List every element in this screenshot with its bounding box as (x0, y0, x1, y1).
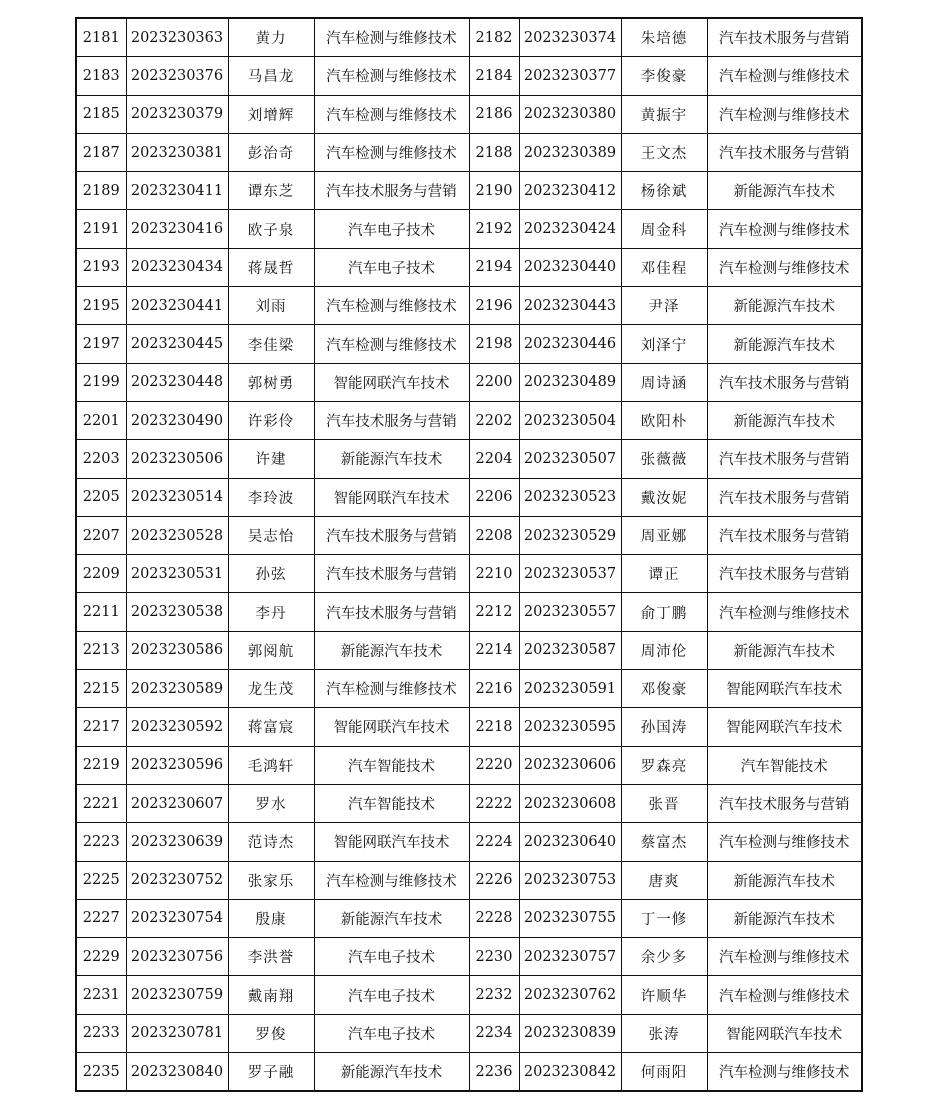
student-id-cell: 2023230448 (126, 363, 228, 401)
major-cell: 汽车技术服务与营销 (707, 555, 862, 593)
seq-number-cell: 2207 (76, 516, 126, 554)
seq-number-cell: 2209 (76, 555, 126, 593)
student-name-cell: 李俊豪 (621, 57, 707, 95)
student-name-cell: 孙弦 (228, 555, 314, 593)
table-row (76, 593, 862, 631)
seq-number-cell: 2233 (76, 1014, 126, 1052)
seq-number-cell: 2228 (469, 899, 519, 937)
major-cell: 汽车技术服务与营销 (707, 516, 862, 554)
student-id-cell: 2023230441 (126, 287, 228, 325)
seq-number-cell: 2183 (76, 57, 126, 95)
student-name-cell: 戴南翔 (228, 976, 314, 1014)
student-name-cell: 唐爽 (621, 861, 707, 899)
major-cell: 汽车检测与维修技术 (707, 1053, 862, 1092)
table-row (76, 976, 862, 1014)
student-name-cell: 吴志怡 (228, 516, 314, 554)
student-name-cell: 周亚娜 (621, 516, 707, 554)
major-cell: 汽车技术服务与营销 (314, 401, 469, 439)
table-row (76, 899, 862, 937)
seq-number-cell: 2181 (76, 18, 126, 57)
major-cell: 新能源汽车技术 (707, 325, 862, 363)
major-cell: 汽车检测与维修技术 (314, 95, 469, 133)
seq-number-cell: 2234 (469, 1014, 519, 1052)
major-cell: 智能网联汽车技术 (314, 363, 469, 401)
major-cell: 汽车检测与维修技术 (314, 861, 469, 899)
table-row (76, 95, 862, 133)
major-cell: 汽车检测与维修技术 (707, 823, 862, 861)
student-id-cell: 2023230842 (519, 1053, 621, 1092)
table-row (76, 1053, 862, 1092)
student-name-cell: 谭东芝 (228, 172, 314, 210)
student-name-cell: 王文杰 (621, 133, 707, 171)
major-cell: 智能网联汽车技术 (314, 478, 469, 516)
student-id-cell: 2023230537 (519, 555, 621, 593)
major-cell: 汽车检测与维修技术 (314, 57, 469, 95)
major-cell: 汽车检测与维修技术 (707, 976, 862, 1014)
major-cell: 新能源汽车技术 (314, 899, 469, 937)
student-id-cell: 2023230754 (126, 899, 228, 937)
major-cell: 汽车检测与维修技术 (314, 133, 469, 171)
student-id-cell: 2023230592 (126, 708, 228, 746)
table-row (76, 823, 862, 861)
student-name-cell: 尹泽 (621, 287, 707, 325)
student-name-cell: 郭阅航 (228, 631, 314, 669)
major-cell: 汽车电子技术 (314, 248, 469, 286)
seq-number-cell: 2210 (469, 555, 519, 593)
major-cell: 汽车检测与维修技术 (707, 248, 862, 286)
seq-number-cell: 2191 (76, 210, 126, 248)
seq-number-cell: 2213 (76, 631, 126, 669)
seq-number-cell: 2195 (76, 287, 126, 325)
roster-body (76, 18, 862, 1091)
seq-number-cell: 2211 (76, 593, 126, 631)
student-id-cell: 2023230380 (519, 95, 621, 133)
seq-number-cell: 2225 (76, 861, 126, 899)
seq-number-cell: 2204 (469, 440, 519, 478)
student-id-cell: 2023230762 (519, 976, 621, 1014)
student-id-cell: 2023230381 (126, 133, 228, 171)
table-row (76, 938, 862, 976)
table-row (76, 1014, 862, 1052)
seq-number-cell: 2201 (76, 401, 126, 439)
major-cell: 新能源汽车技术 (314, 1053, 469, 1092)
student-name-cell: 彭治奇 (228, 133, 314, 171)
major-cell: 智能网联汽车技术 (314, 823, 469, 861)
student-id-cell: 2023230591 (519, 670, 621, 708)
student-name-cell: 罗俊 (228, 1014, 314, 1052)
major-cell: 汽车技术服务与营销 (314, 555, 469, 593)
student-name-cell: 罗子融 (228, 1053, 314, 1092)
student-id-cell: 2023230412 (519, 172, 621, 210)
major-cell: 汽车智能技术 (314, 784, 469, 822)
seq-number-cell: 2230 (469, 938, 519, 976)
student-name-cell: 余少多 (621, 938, 707, 976)
major-cell: 新能源汽车技术 (314, 631, 469, 669)
seq-number-cell: 2203 (76, 440, 126, 478)
student-id-cell: 2023230557 (519, 593, 621, 631)
student-id-cell: 2023230377 (519, 57, 621, 95)
student-name-cell: 丁一修 (621, 899, 707, 937)
seq-number-cell: 2208 (469, 516, 519, 554)
seq-number-cell: 2200 (469, 363, 519, 401)
major-cell: 智能网联汽车技术 (707, 1014, 862, 1052)
student-name-cell: 马昌龙 (228, 57, 314, 95)
major-cell: 汽车技术服务与营销 (707, 784, 862, 822)
major-cell: 新能源汽车技术 (314, 440, 469, 478)
seq-number-cell: 2223 (76, 823, 126, 861)
student-id-cell: 2023230434 (126, 248, 228, 286)
student-name-cell: 李丹 (228, 593, 314, 631)
student-roster-table (75, 17, 863, 1092)
student-name-cell: 周金科 (621, 210, 707, 248)
seq-number-cell: 2217 (76, 708, 126, 746)
major-cell: 新能源汽车技术 (707, 401, 862, 439)
seq-number-cell: 2235 (76, 1053, 126, 1092)
table-row (76, 133, 862, 171)
seq-number-cell: 2232 (469, 976, 519, 1014)
student-id-cell: 2023230839 (519, 1014, 621, 1052)
table-row (76, 172, 862, 210)
student-name-cell: 戴汝妮 (621, 478, 707, 516)
student-id-cell: 2023230840 (126, 1053, 228, 1092)
student-name-cell: 何雨阳 (621, 1053, 707, 1092)
seq-number-cell: 2227 (76, 899, 126, 937)
major-cell: 汽车检测与维修技术 (707, 593, 862, 631)
student-id-cell: 2023230489 (519, 363, 621, 401)
major-cell: 汽车电子技术 (314, 976, 469, 1014)
major-cell: 新能源汽车技术 (707, 631, 862, 669)
seq-number-cell: 2224 (469, 823, 519, 861)
student-id-cell: 2023230411 (126, 172, 228, 210)
seq-number-cell: 2212 (469, 593, 519, 631)
table-row (76, 440, 862, 478)
student-id-cell: 2023230445 (126, 325, 228, 363)
seq-number-cell: 2205 (76, 478, 126, 516)
student-id-cell: 2023230586 (126, 631, 228, 669)
major-cell: 汽车检测与维修技术 (707, 938, 862, 976)
student-id-cell: 2023230607 (126, 784, 228, 822)
student-name-cell: 许建 (228, 440, 314, 478)
seq-number-cell: 2214 (469, 631, 519, 669)
table-row (76, 746, 862, 784)
table-row (76, 287, 862, 325)
student-id-cell: 2023230589 (126, 670, 228, 708)
table-row (76, 861, 862, 899)
student-name-cell: 黄振宇 (621, 95, 707, 133)
student-name-cell: 李洪誉 (228, 938, 314, 976)
major-cell: 汽车技术服务与营销 (707, 440, 862, 478)
student-id-cell: 2023230587 (519, 631, 621, 669)
student-name-cell: 邓佳程 (621, 248, 707, 286)
seq-number-cell: 2216 (469, 670, 519, 708)
major-cell: 汽车智能技术 (314, 746, 469, 784)
major-cell: 汽车智能技术 (707, 746, 862, 784)
seq-number-cell: 2236 (469, 1053, 519, 1092)
seq-number-cell: 2188 (469, 133, 519, 171)
major-cell: 汽车检测与维修技术 (707, 95, 862, 133)
seq-number-cell: 2190 (469, 172, 519, 210)
student-id-cell: 2023230759 (126, 976, 228, 1014)
student-id-cell: 2023230379 (126, 95, 228, 133)
major-cell: 新能源汽车技术 (707, 861, 862, 899)
seq-number-cell: 2221 (76, 784, 126, 822)
student-name-cell: 许顺华 (621, 976, 707, 1014)
student-name-cell: 刘泽宁 (621, 325, 707, 363)
table-row (76, 478, 862, 516)
major-cell: 新能源汽车技术 (707, 172, 862, 210)
table-row (76, 401, 862, 439)
seq-number-cell: 2215 (76, 670, 126, 708)
student-name-cell: 黄力 (228, 18, 314, 57)
seq-number-cell: 2198 (469, 325, 519, 363)
seq-number-cell: 2197 (76, 325, 126, 363)
student-name-cell: 李玲波 (228, 478, 314, 516)
student-id-cell: 2023230755 (519, 899, 621, 937)
table-row (76, 325, 862, 363)
student-name-cell: 欧子泉 (228, 210, 314, 248)
student-name-cell: 范诗杰 (228, 823, 314, 861)
student-name-cell: 谭正 (621, 555, 707, 593)
seq-number-cell: 2218 (469, 708, 519, 746)
seq-number-cell: 2199 (76, 363, 126, 401)
major-cell: 汽车技术服务与营销 (707, 363, 862, 401)
major-cell: 汽车技术服务与营销 (707, 478, 862, 516)
student-id-cell: 2023230514 (126, 478, 228, 516)
seq-number-cell: 2189 (76, 172, 126, 210)
seq-number-cell: 2229 (76, 938, 126, 976)
student-name-cell: 张晋 (621, 784, 707, 822)
table-row (76, 18, 862, 57)
student-name-cell: 郭树勇 (228, 363, 314, 401)
student-id-cell: 2023230752 (126, 861, 228, 899)
seq-number-cell: 2193 (76, 248, 126, 286)
student-id-cell: 2023230538 (126, 593, 228, 631)
major-cell: 新能源汽车技术 (707, 287, 862, 325)
student-id-cell: 2023230507 (519, 440, 621, 478)
seq-number-cell: 2194 (469, 248, 519, 286)
seq-number-cell: 2185 (76, 95, 126, 133)
student-id-cell: 2023230608 (519, 784, 621, 822)
major-cell: 汽车检测与维修技术 (314, 287, 469, 325)
seq-number-cell: 2222 (469, 784, 519, 822)
student-name-cell: 蒋晟哲 (228, 248, 314, 286)
roster-sheet (75, 17, 853, 1092)
table-row (76, 708, 862, 746)
table-row (76, 670, 862, 708)
major-cell: 汽车技术服务与营销 (314, 516, 469, 554)
student-name-cell: 殷康 (228, 899, 314, 937)
student-name-cell: 邓俊豪 (621, 670, 707, 708)
major-cell: 新能源汽车技术 (707, 899, 862, 937)
table-row (76, 248, 862, 286)
student-id-cell: 2023230376 (126, 57, 228, 95)
student-name-cell: 欧阳朴 (621, 401, 707, 439)
student-id-cell: 2023230490 (126, 401, 228, 439)
major-cell: 汽车检测与维修技术 (707, 57, 862, 95)
student-name-cell: 李佳梁 (228, 325, 314, 363)
student-name-cell: 刘雨 (228, 287, 314, 325)
student-name-cell: 张薇薇 (621, 440, 707, 478)
student-id-cell: 2023230446 (519, 325, 621, 363)
major-cell: 汽车技术服务与营销 (314, 593, 469, 631)
major-cell: 汽车电子技术 (314, 938, 469, 976)
major-cell: 智能网联汽车技术 (707, 708, 862, 746)
major-cell: 智能网联汽车技术 (314, 708, 469, 746)
student-name-cell: 刘增辉 (228, 95, 314, 133)
table-row (76, 210, 862, 248)
student-id-cell: 2023230363 (126, 18, 228, 57)
student-id-cell: 2023230440 (519, 248, 621, 286)
student-id-cell: 2023230528 (126, 516, 228, 554)
table-row (76, 516, 862, 554)
student-id-cell: 2023230757 (519, 938, 621, 976)
student-name-cell: 蒋富宸 (228, 708, 314, 746)
seq-number-cell: 2187 (76, 133, 126, 171)
student-name-cell: 罗水 (228, 784, 314, 822)
student-name-cell: 蔡富杰 (621, 823, 707, 861)
seq-number-cell: 2226 (469, 861, 519, 899)
student-id-cell: 2023230756 (126, 938, 228, 976)
seq-number-cell: 2184 (469, 57, 519, 95)
student-id-cell: 2023230374 (519, 18, 621, 57)
major-cell: 汽车电子技术 (314, 1014, 469, 1052)
seq-number-cell: 2220 (469, 746, 519, 784)
student-name-cell: 杨徐斌 (621, 172, 707, 210)
student-id-cell: 2023230640 (519, 823, 621, 861)
student-name-cell: 俞丁鹏 (621, 593, 707, 631)
student-name-cell: 周沛伦 (621, 631, 707, 669)
student-id-cell: 2023230523 (519, 478, 621, 516)
student-name-cell: 许彩伶 (228, 401, 314, 439)
major-cell: 汽车检测与维修技术 (314, 325, 469, 363)
seq-number-cell: 2192 (469, 210, 519, 248)
table-row (76, 631, 862, 669)
seq-number-cell: 2182 (469, 18, 519, 57)
seq-number-cell: 2206 (469, 478, 519, 516)
student-name-cell: 罗森亮 (621, 746, 707, 784)
student-name-cell: 孙国涛 (621, 708, 707, 746)
student-id-cell: 2023230531 (126, 555, 228, 593)
table-row (76, 555, 862, 593)
student-id-cell: 2023230529 (519, 516, 621, 554)
seq-number-cell: 2196 (469, 287, 519, 325)
student-id-cell: 2023230416 (126, 210, 228, 248)
student-name-cell: 龙生茂 (228, 670, 314, 708)
major-cell: 汽车技术服务与营销 (707, 133, 862, 171)
major-cell: 汽车电子技术 (314, 210, 469, 248)
student-name-cell: 周诗涵 (621, 363, 707, 401)
student-id-cell: 2023230606 (519, 746, 621, 784)
student-id-cell: 2023230443 (519, 287, 621, 325)
major-cell: 汽车检测与维修技术 (707, 210, 862, 248)
major-cell: 汽车技术服务与营销 (707, 18, 862, 57)
seq-number-cell: 2219 (76, 746, 126, 784)
student-id-cell: 2023230639 (126, 823, 228, 861)
major-cell: 汽车检测与维修技术 (314, 670, 469, 708)
student-id-cell: 2023230424 (519, 210, 621, 248)
major-cell: 汽车技术服务与营销 (314, 172, 469, 210)
student-name-cell: 张家乐 (228, 861, 314, 899)
student-id-cell: 2023230506 (126, 440, 228, 478)
student-id-cell: 2023230389 (519, 133, 621, 171)
student-id-cell: 2023230596 (126, 746, 228, 784)
table-row (76, 363, 862, 401)
student-name-cell: 朱培德 (621, 18, 707, 57)
student-name-cell: 张涛 (621, 1014, 707, 1052)
major-cell: 汽车检测与维修技术 (314, 18, 469, 57)
seq-number-cell: 2231 (76, 976, 126, 1014)
table-row (76, 57, 862, 95)
student-id-cell: 2023230753 (519, 861, 621, 899)
seq-number-cell: 2186 (469, 95, 519, 133)
student-id-cell: 2023230781 (126, 1014, 228, 1052)
student-name-cell: 毛鸿轩 (228, 746, 314, 784)
table-row (76, 784, 862, 822)
student-id-cell: 2023230595 (519, 708, 621, 746)
student-id-cell: 2023230504 (519, 401, 621, 439)
major-cell: 智能网联汽车技术 (707, 670, 862, 708)
seq-number-cell: 2202 (469, 401, 519, 439)
